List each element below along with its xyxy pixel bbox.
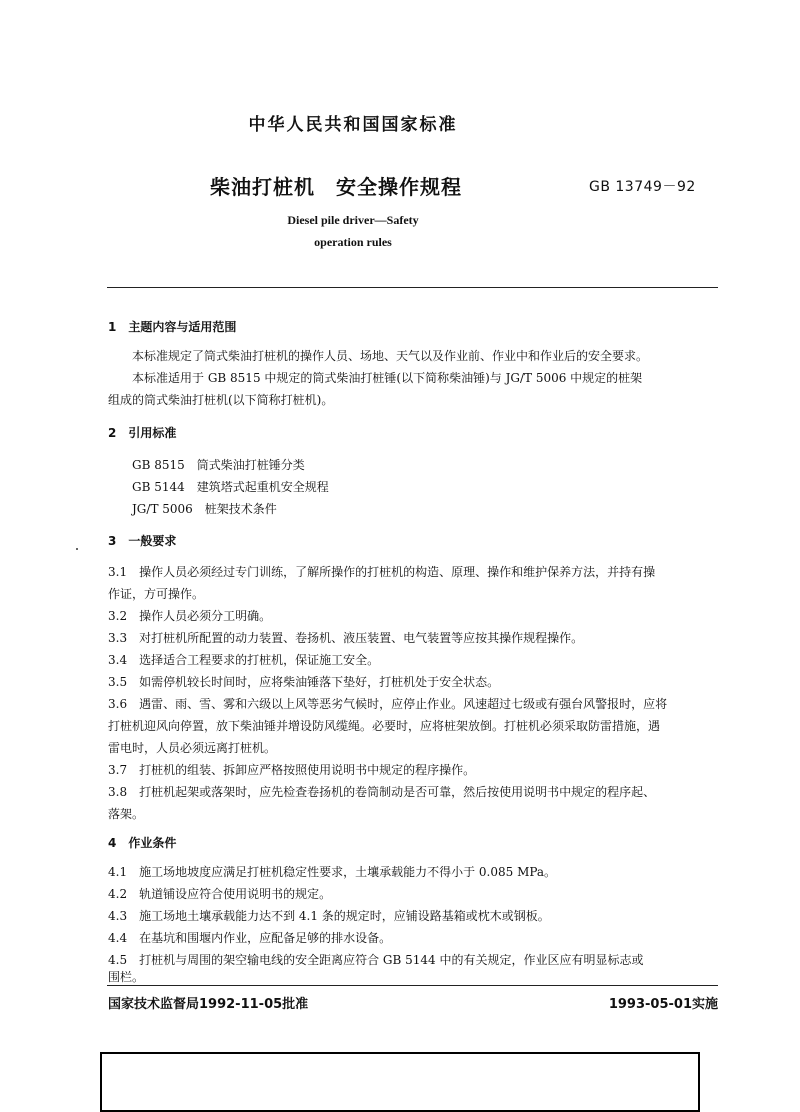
document-title-en-line2: operation rules [314,235,392,249]
standard-number: GB 13749－92 [589,179,696,195]
scan-speck [76,548,78,550]
clause-line: 3.3 对打桩机所配置的动力装置、卷扬机、液压装置、电气装置等应按其操作规程操作。 [108,631,584,645]
clause-line: 3.1 操作人员必须经过专门训练，了解所操作的打桩机的构造、原理、操作和维护保养方法，并持有操 [108,565,656,579]
clause-line: 落架。 [108,807,145,821]
section-1-heading: 1 主题内容与适用范围 [108,320,237,334]
section-4-heading: 4 作业条件 [108,836,177,850]
clause-line: 雷电时，人员必须远离打桩机。 [108,741,277,755]
bottom-frame [100,1052,700,1112]
clause-line: 3.5 如需停机较长时间时，应将柴油锤落下垫好，打桩机处于安全状态。 [108,675,500,689]
section-2-heading: 2 引用标准 [108,426,177,440]
clause-line: 作证，方可操作。 [108,587,205,601]
section-3-heading: 3 一般要求 [108,534,177,548]
clause-line: 3.8 打桩机起架或落架时，应先检查卷扬机的卷筒制动是否可靠，然后按使用说明书中规定的程序起、 [108,785,656,799]
section-1-paragraph-1: 本标准规定了筒式柴油打桩机的操作人员、场地、天气以及作业前、作业中和作业后的安全要求。 [132,349,649,363]
section-1-paragraph-2: 本标准适用于 GB 8515 中规定的筒式柴油打桩锤(以下简称柴油锤)与 JG/T 5006 中规定的桩架 [132,371,643,385]
effective-date: 1993-05-01实施 [608,997,718,1012]
approval-date: 国家技术监督局1992-11-05批准 [108,997,309,1012]
clause-line: 4.2 轨道铺设应符合使用说明书的规定。 [108,887,332,901]
clause-line: 4.4 在基坑和围堰内作业，应配备足够的排水设备。 [108,931,392,945]
section-1-paragraph-2-cont: 组成的筒式柴油打桩机(以下简称打桩机)。 [108,393,334,407]
clause-line: 3.2 操作人员必须分工明确。 [108,609,272,623]
document-title-cn: 柴油打桩机 安全操作规程 [210,175,462,199]
reference-item: GB 5144 建筑塔式起重机安全规程 [132,480,329,494]
document-title-en-line1: Diesel pile driver—Safety [287,213,419,227]
reference-item: GB 8515 筒式柴油打桩锤分类 [132,458,305,472]
clause-line: 围栏。 [108,970,145,984]
clause-line: 4.3 施工场地土壤承载能力达不到 4.1 条的规定时，应铺设路基箱或枕木或钢板。 [108,909,550,923]
clause-line: 打桩机迎风向停置，放下柴油锤并增设防风缆绳。必要时，应将桩架放倒。打桩机必须采取防雷措施，遇 [108,719,661,733]
header-divider [107,287,718,288]
reference-item: JG/T 5006 桩架技术条件 [132,502,277,516]
clause-line: 4.1 施工场地坡度应满足打桩机稳定性要求，土壤承载能力不得小于 0.085 MPa。 [108,865,557,879]
clause-line: 3.4 选择适合工程要求的打桩机，保证施工安全。 [108,653,380,667]
clause-line: 3.7 打桩机的组装、拆卸应严格按照使用说明书中规定的程序操作。 [108,763,476,777]
clause-line: 3.6 遇雷、雨、雪、雾和六级以上风等恶劣气候时，应停止作业。风速超过七级或有强台风警报时，应将 [108,697,668,711]
clause-line: 4.5 打桩机与周围的架空输电线的安全距离应符合 GB 5144 中的有关规定，作业区应有明显标志或 [108,953,644,967]
national-standard-heading: 中华人民共和国国家标准 [248,115,458,135]
footer-divider [107,985,718,986]
